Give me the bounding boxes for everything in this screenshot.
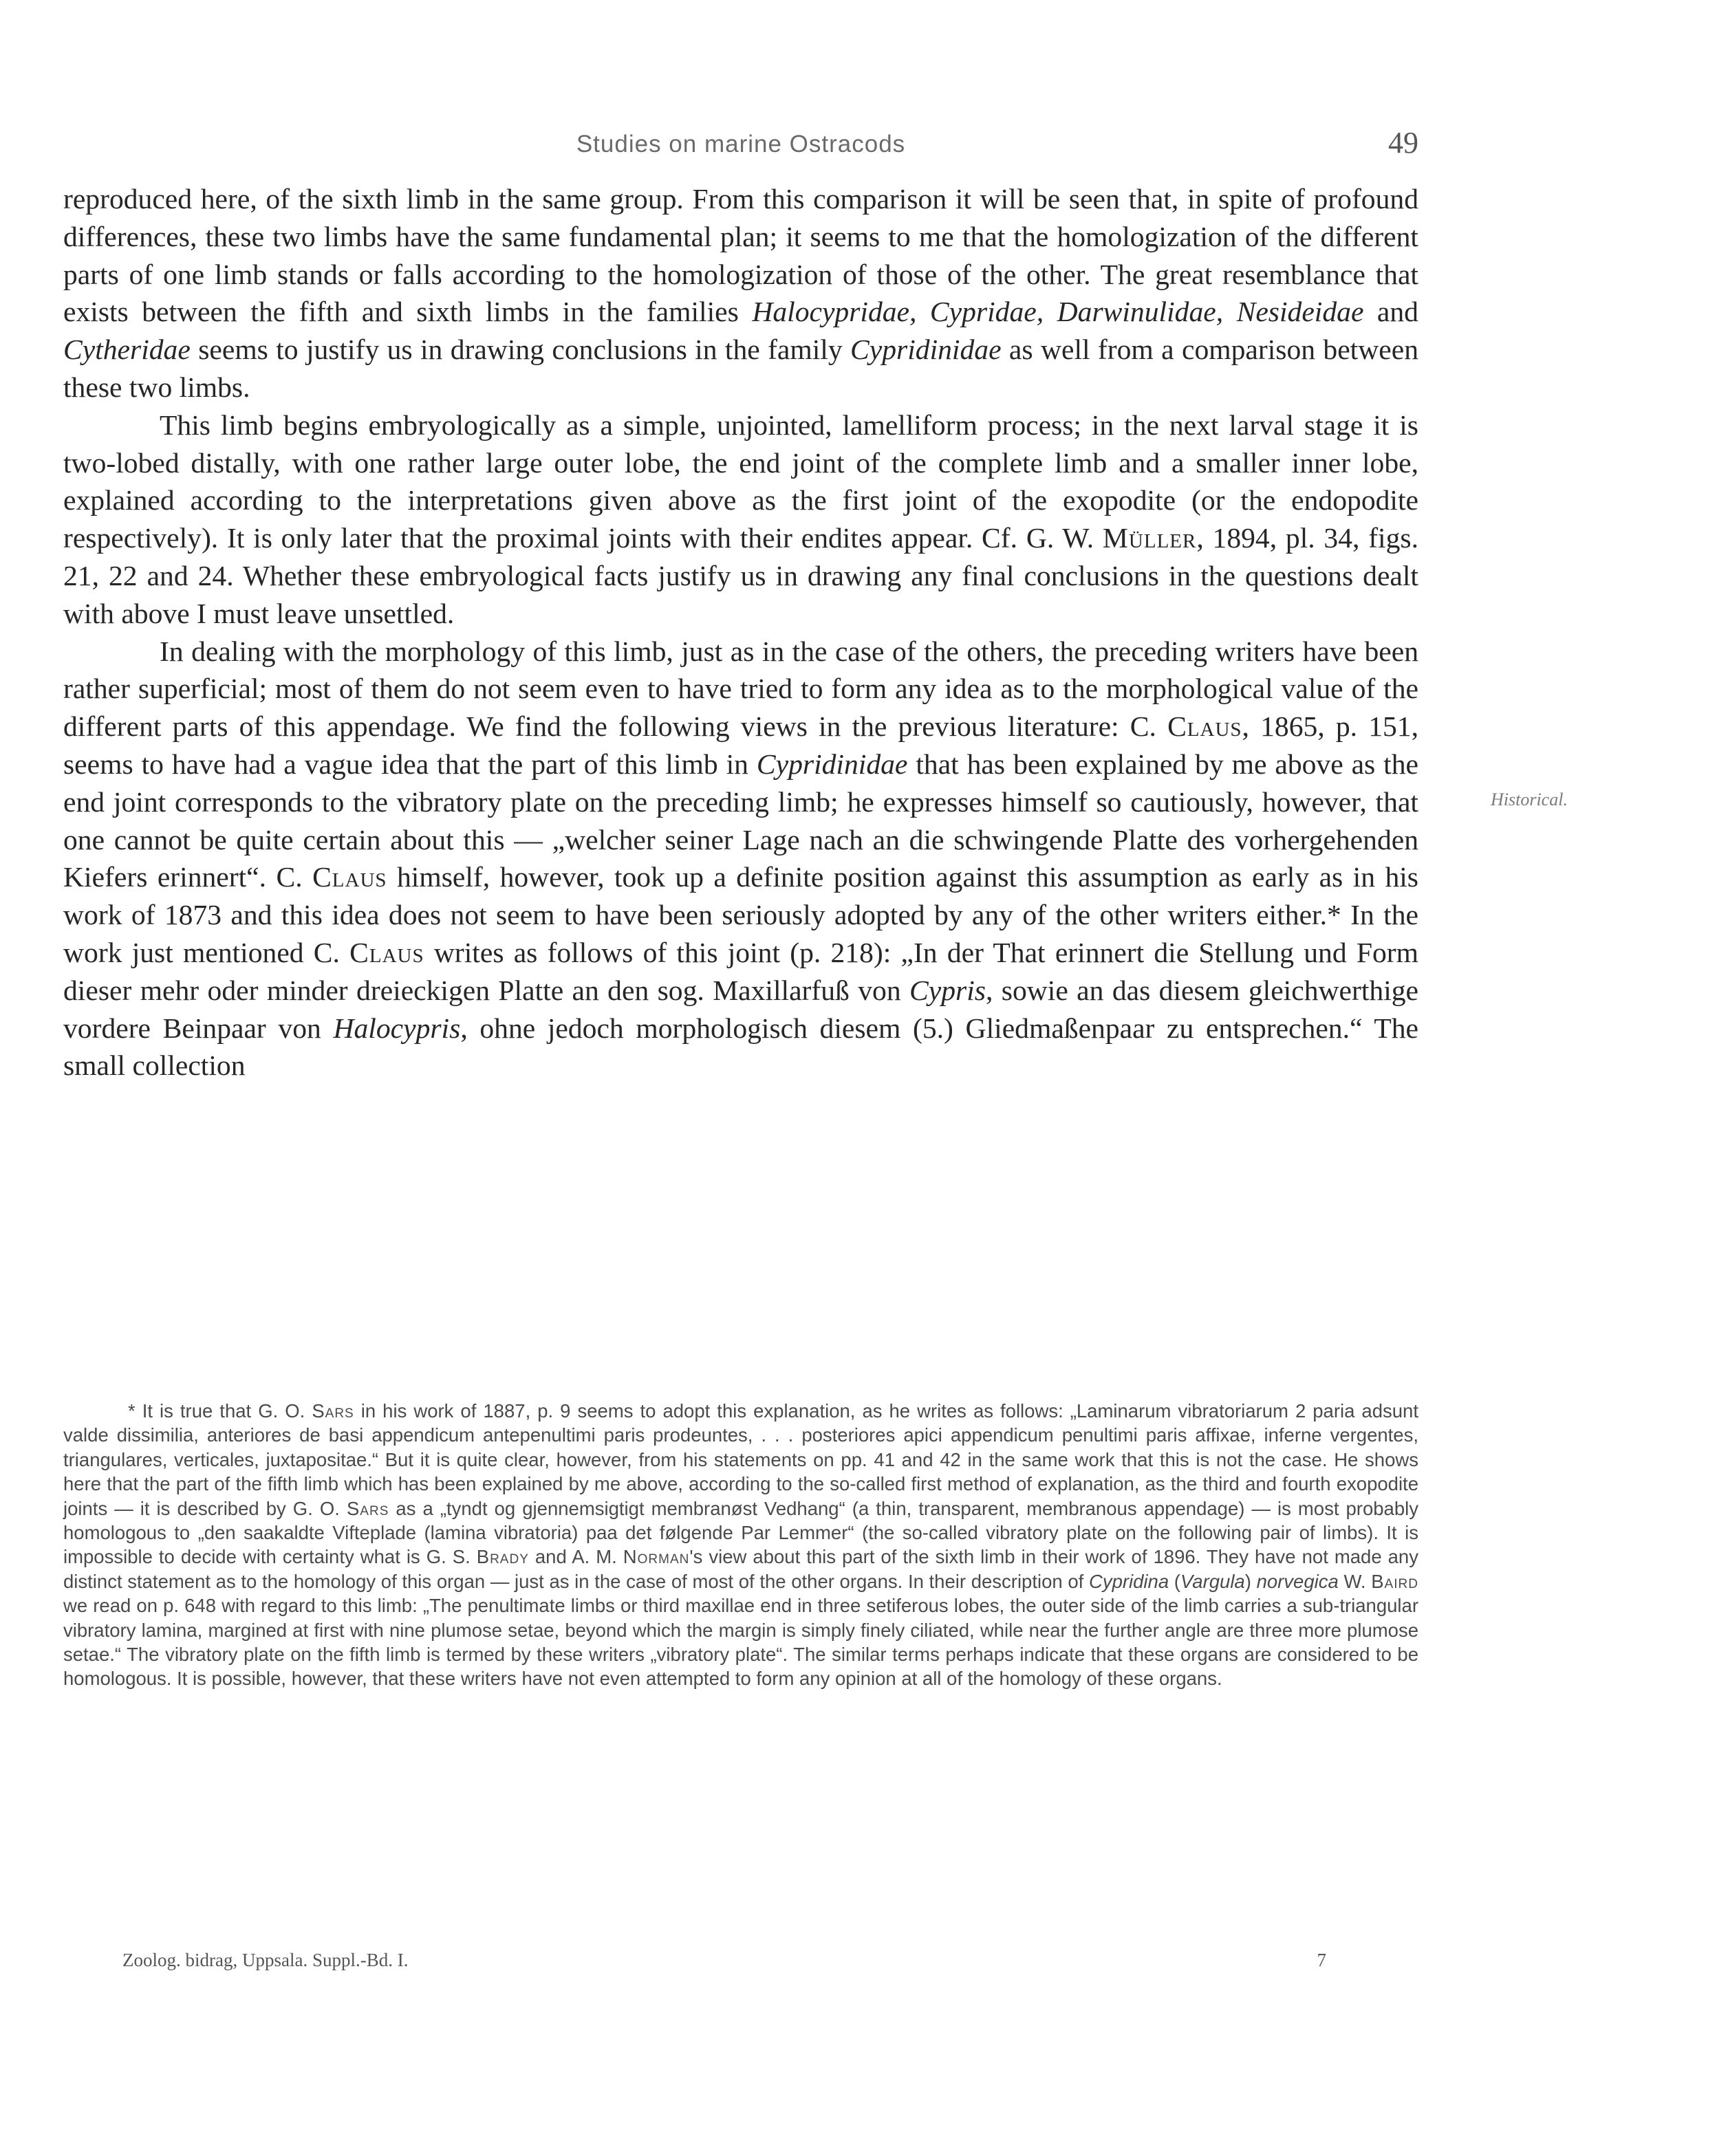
text-run: This limb begins embryologically as a simple, unjointed, lamelliform process; in the next larval stage it is two-lobed distally, with one rather large outer lobe, the end joint of the complete limb and a smaller inner lobe, explained according to the interpretations given above as the first joint of the exopodite (or the endopodite respectively). It is only later that the proximal joints with their endites appear. Cf. G. W. bbox=[63, 409, 1418, 554]
margin-note: Historical. bbox=[1491, 790, 1568, 809]
taxon-name: Halocypris bbox=[333, 1012, 461, 1044]
text-run: reproduced here, of the sixth limb in the same group. From this comparison it will be seen that, in spite of profound differences, these two limbs have the same fundamental plan; it seems to me that the homologization of the different parts of one limb stands or falls according to the homologization of those of the other. The great resemblance that exists between the fifth and sixth limbs in the families bbox=[63, 183, 1418, 328]
author-name: Baird bbox=[1371, 1570, 1418, 1592]
taxon-name: norvegica bbox=[1256, 1570, 1339, 1592]
taxon-name: Cypris bbox=[909, 974, 986, 1006]
text-run: that has been explained by me above as the end joint corresponds to the vibratory plate on the preceding limb; he expresses himself so cautiously, however, that one cannot be quite certain about this — „welcher seiner Lage nach an die schwingende Platte des vorhergehenden Kiefers erinnert“. C. bbox=[63, 748, 1418, 893]
text-run: , 1865, p. 151, seems to have had a vague idea that the part of this limb in bbox=[63, 710, 1418, 780]
running-title: Studies on marine Ostracods bbox=[576, 131, 906, 157]
text-run: 's view about this part of the sixth limb in their work of 1896. They have not made any distinct statement as to the homology of this organ — just as in the case of most of the other organs. In their description of bbox=[63, 1546, 1418, 1592]
text-run: * It is true that G. O. bbox=[128, 1400, 312, 1422]
author-name: Claus bbox=[312, 861, 387, 893]
text-run: and bbox=[1363, 296, 1418, 328]
text-run: In dealing with the morphology of this limb, just as in the case of the others, the preceding writers have been rather superficial; most of them do not seem even to have tried to form any idea as to the morphological value of the different parts of this appendage. We find the following views in the previous literature: C. bbox=[63, 635, 1418, 743]
footer-publication: Zoolog. bidrag, Uppsala. Suppl.-Bd. I. bbox=[122, 1950, 409, 1970]
footnote bbox=[63, 1399, 1418, 1691]
text-run: as well from a comparison between these two limbs. bbox=[63, 334, 1418, 403]
text-run: we read on p. 648 with regard to this limb: „The penultimate limbs or third maxillae end in three setiferous lobes, the outer side of the limb carries a sub-triangular vibratory lamina, margined at first with nine plumose setae, beyond which the margin is simply finely ciliated, while near the further angle are three more plumose setae.“ The vibratory plate on the fifth limb is termed by these writers „vibratory plate“. The similar terms perhaps indicate that these organs are considered to be homologous. It is possible, however, that these writers have not even attempted to form any opinion at all of the homology of these organs. bbox=[63, 1595, 1418, 1690]
main-text bbox=[63, 180, 1418, 1085]
author-name: Claus bbox=[1167, 710, 1242, 743]
author-name: Claus bbox=[349, 936, 424, 968]
text-run: as a „tyndt og gjennemsigtigt membranøst Vedhang“ (a thin, transparent, membranous appendage) — is most probably homologous to „den saakaldte Vifteplade (lamina vibratoria) paa det følgende Par Lemmer“ (the so-called vibratory plate on the following pair of limbs). It is impossible to decide with certainty what is G. S. bbox=[63, 1497, 1418, 1568]
text-run: himself, however, took up a definite position against this assumption as early as in his work of 1873 and this idea does not seem to have been seriously adopted by any of the other writers either.* In the work just mentioned C. bbox=[63, 861, 1418, 968]
footer-signature-mark: 7 bbox=[1317, 1950, 1326, 1970]
taxon-name: Cypridinidae bbox=[756, 748, 908, 780]
text-run: in his work of 1887, p. 9 seems to adopt this explanation, as he writes as follows: „Laminarum vibratoriarum 2 paria adsunt valde dissimilia, anteriores de basi appendicum antepenultimi paris prodeuntes, . . . posteriores apici appendicum penultimi paris affixae, inferne vergentes, triangulares, verticales, juxtapositae.“ But it is quite clear, however, from his statements on pp. 41 and 42 in the same work that this is not the case. He shows here that the part of the fifth limb which has been explained by me above, according to the so-called first method of explanation, as the third and fourth exopodite joints — it is described by G. O. bbox=[63, 1400, 1418, 1519]
author-name: Brady bbox=[476, 1546, 529, 1568]
text-run: , ohne jedoch morphologisch diesem (5.) Gliedmaßenpaar zu entsprechen.“ The small collection bbox=[63, 1012, 1418, 1082]
footnote-paragraph bbox=[63, 1399, 1418, 1691]
author-name: Müller bbox=[1102, 522, 1197, 554]
footer bbox=[122, 1950, 1326, 1977]
text-run: , sowie an das diesem gleichwerthige vordere Beinpaar von bbox=[63, 974, 1419, 1044]
author-name: Norman bbox=[623, 1546, 690, 1568]
text-run: W. bbox=[1338, 1570, 1372, 1592]
taxon-name: Cypridinidae bbox=[850, 334, 1002, 366]
taxon-name: Cypridina bbox=[1088, 1570, 1169, 1592]
paragraph bbox=[63, 633, 1418, 1085]
author-name: Sars bbox=[312, 1400, 354, 1422]
taxon-name: Vargula bbox=[1180, 1570, 1245, 1592]
running-head bbox=[63, 125, 1418, 166]
author-name: Sars bbox=[346, 1497, 389, 1519]
page-number: 49 bbox=[1388, 126, 1418, 160]
paragraph bbox=[63, 180, 1418, 406]
text-run: seems to justify us in drawing conclusions in the family bbox=[190, 334, 851, 366]
text-run: writes as follows of this joint (p. 218): „In der That erinnert die Stellung und Form dieser mehr oder minder dreieckigen Platte an den sog. Maxillarfuß von bbox=[63, 936, 1419, 1006]
paragraph bbox=[63, 406, 1418, 633]
text-run: ) bbox=[1244, 1570, 1257, 1592]
text-run: and A. M. bbox=[528, 1546, 623, 1568]
taxon-name: Cytheridae bbox=[63, 334, 191, 366]
taxon-name: Halocypridae, Cypridae, Darwinulidae, Nesideidae bbox=[752, 296, 1364, 328]
text-run: ( bbox=[1169, 1570, 1180, 1592]
text-run: , 1894, pl. 34, figs. 21, 22 and 24. Whether these embryological facts justify us in drawing any final conclusions in the questions dealt with above I must leave unsettled. bbox=[63, 522, 1418, 629]
